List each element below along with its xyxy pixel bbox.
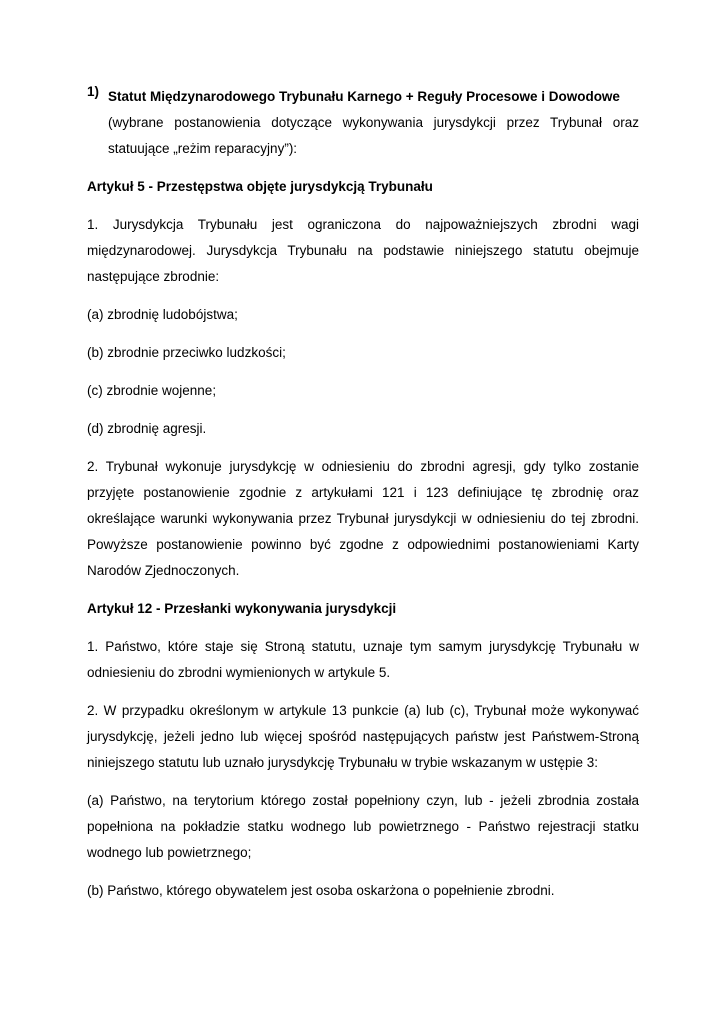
list-number: 1) (87, 84, 100, 99)
section-subtitle: (wybrane postanowienia dotyczące wykonywania jurysdykcji przez Trybunał oraz statuujące „reżim reparacyjny”): (108, 115, 639, 156)
article-5-point-d: (d) zbrodnię agresji. (87, 421, 207, 436)
article-5-paragraph-2: 2. Trybunał wykonuje jurysdykcję w odniesieniu do zbrodni agresji, gdy tylko zostanie przyjęte postanowienie zgodnie z artykułami 121 i 123 definiujące tę zbrodnię oraz określające warunki wykonywania przez Trybunał jurysdykcji w odniesieniu do tej zbrodni. Powyższe postanowienie powinno być zgodne z odpowiednimi postanowieniami Karty Narodów Zjednoczonych. (87, 459, 639, 578)
article-5-point-b: (b) zbrodnie przeciwko ludzkości; (87, 345, 286, 360)
article-5-point-c: (c) zbrodnie wojenne; (87, 383, 217, 398)
article-12-point-a: (a) Państwo, na terytorium którego został popełniony czyn, lub - jeżeli zbrodnia została popełniona na pokładzie statku wodnego lub powietrznego - Państwo rejestracji statku wodnego lub powietrznego; (87, 793, 639, 860)
article-5-point-a: (a) zbrodnię ludobójstwa; (87, 307, 238, 322)
article-12-heading: Artykuł 12 - Przesłanki wykonywania jurysdykcji (87, 601, 397, 616)
article-5-heading: Artykuł 5 - Przestępstwa objęte jurysdykcją Trybunału (87, 179, 433, 194)
article-5-paragraph-1: 1. Jurysdykcja Trybunału jest ograniczona do najpoważniejszych zbrodni wagi międzynarodowej. Jurysdykcja Trybunału na podstawie niniejszego statutu obejmuje następujące zbrodnie: (87, 217, 639, 284)
section-title: Statut Międzynarodowego Trybunału Karnego + Reguły Procesowe i Dowodowe (108, 89, 620, 104)
article-12-paragraph-1: 1. Państwo, które staje się Stroną statutu, uznaje tym samym jurysdykcję Trybunału w odniesieniu do zbrodni wymienionych w artykule 5. (87, 639, 639, 680)
article-12-point-b: (b) Państwo, którego obywatelem jest osoba oskarżona o popełnienie zbrodni. (87, 883, 555, 898)
document-body (87, 84, 639, 904)
list-item-1 (87, 84, 639, 162)
article-12-paragraph-2: 2. W przypadku określonym w artykule 13 punkcie (a) lub (c), Trybunał może wykonywać jurysdykcję, jeżeli jedno lub więcej spośród następujących państw jest Państwem-Stroną niniejszego statutu lub uznało jurysdykcję Trybunału w trybie wskazanym w ustępie 3: (87, 703, 639, 770)
